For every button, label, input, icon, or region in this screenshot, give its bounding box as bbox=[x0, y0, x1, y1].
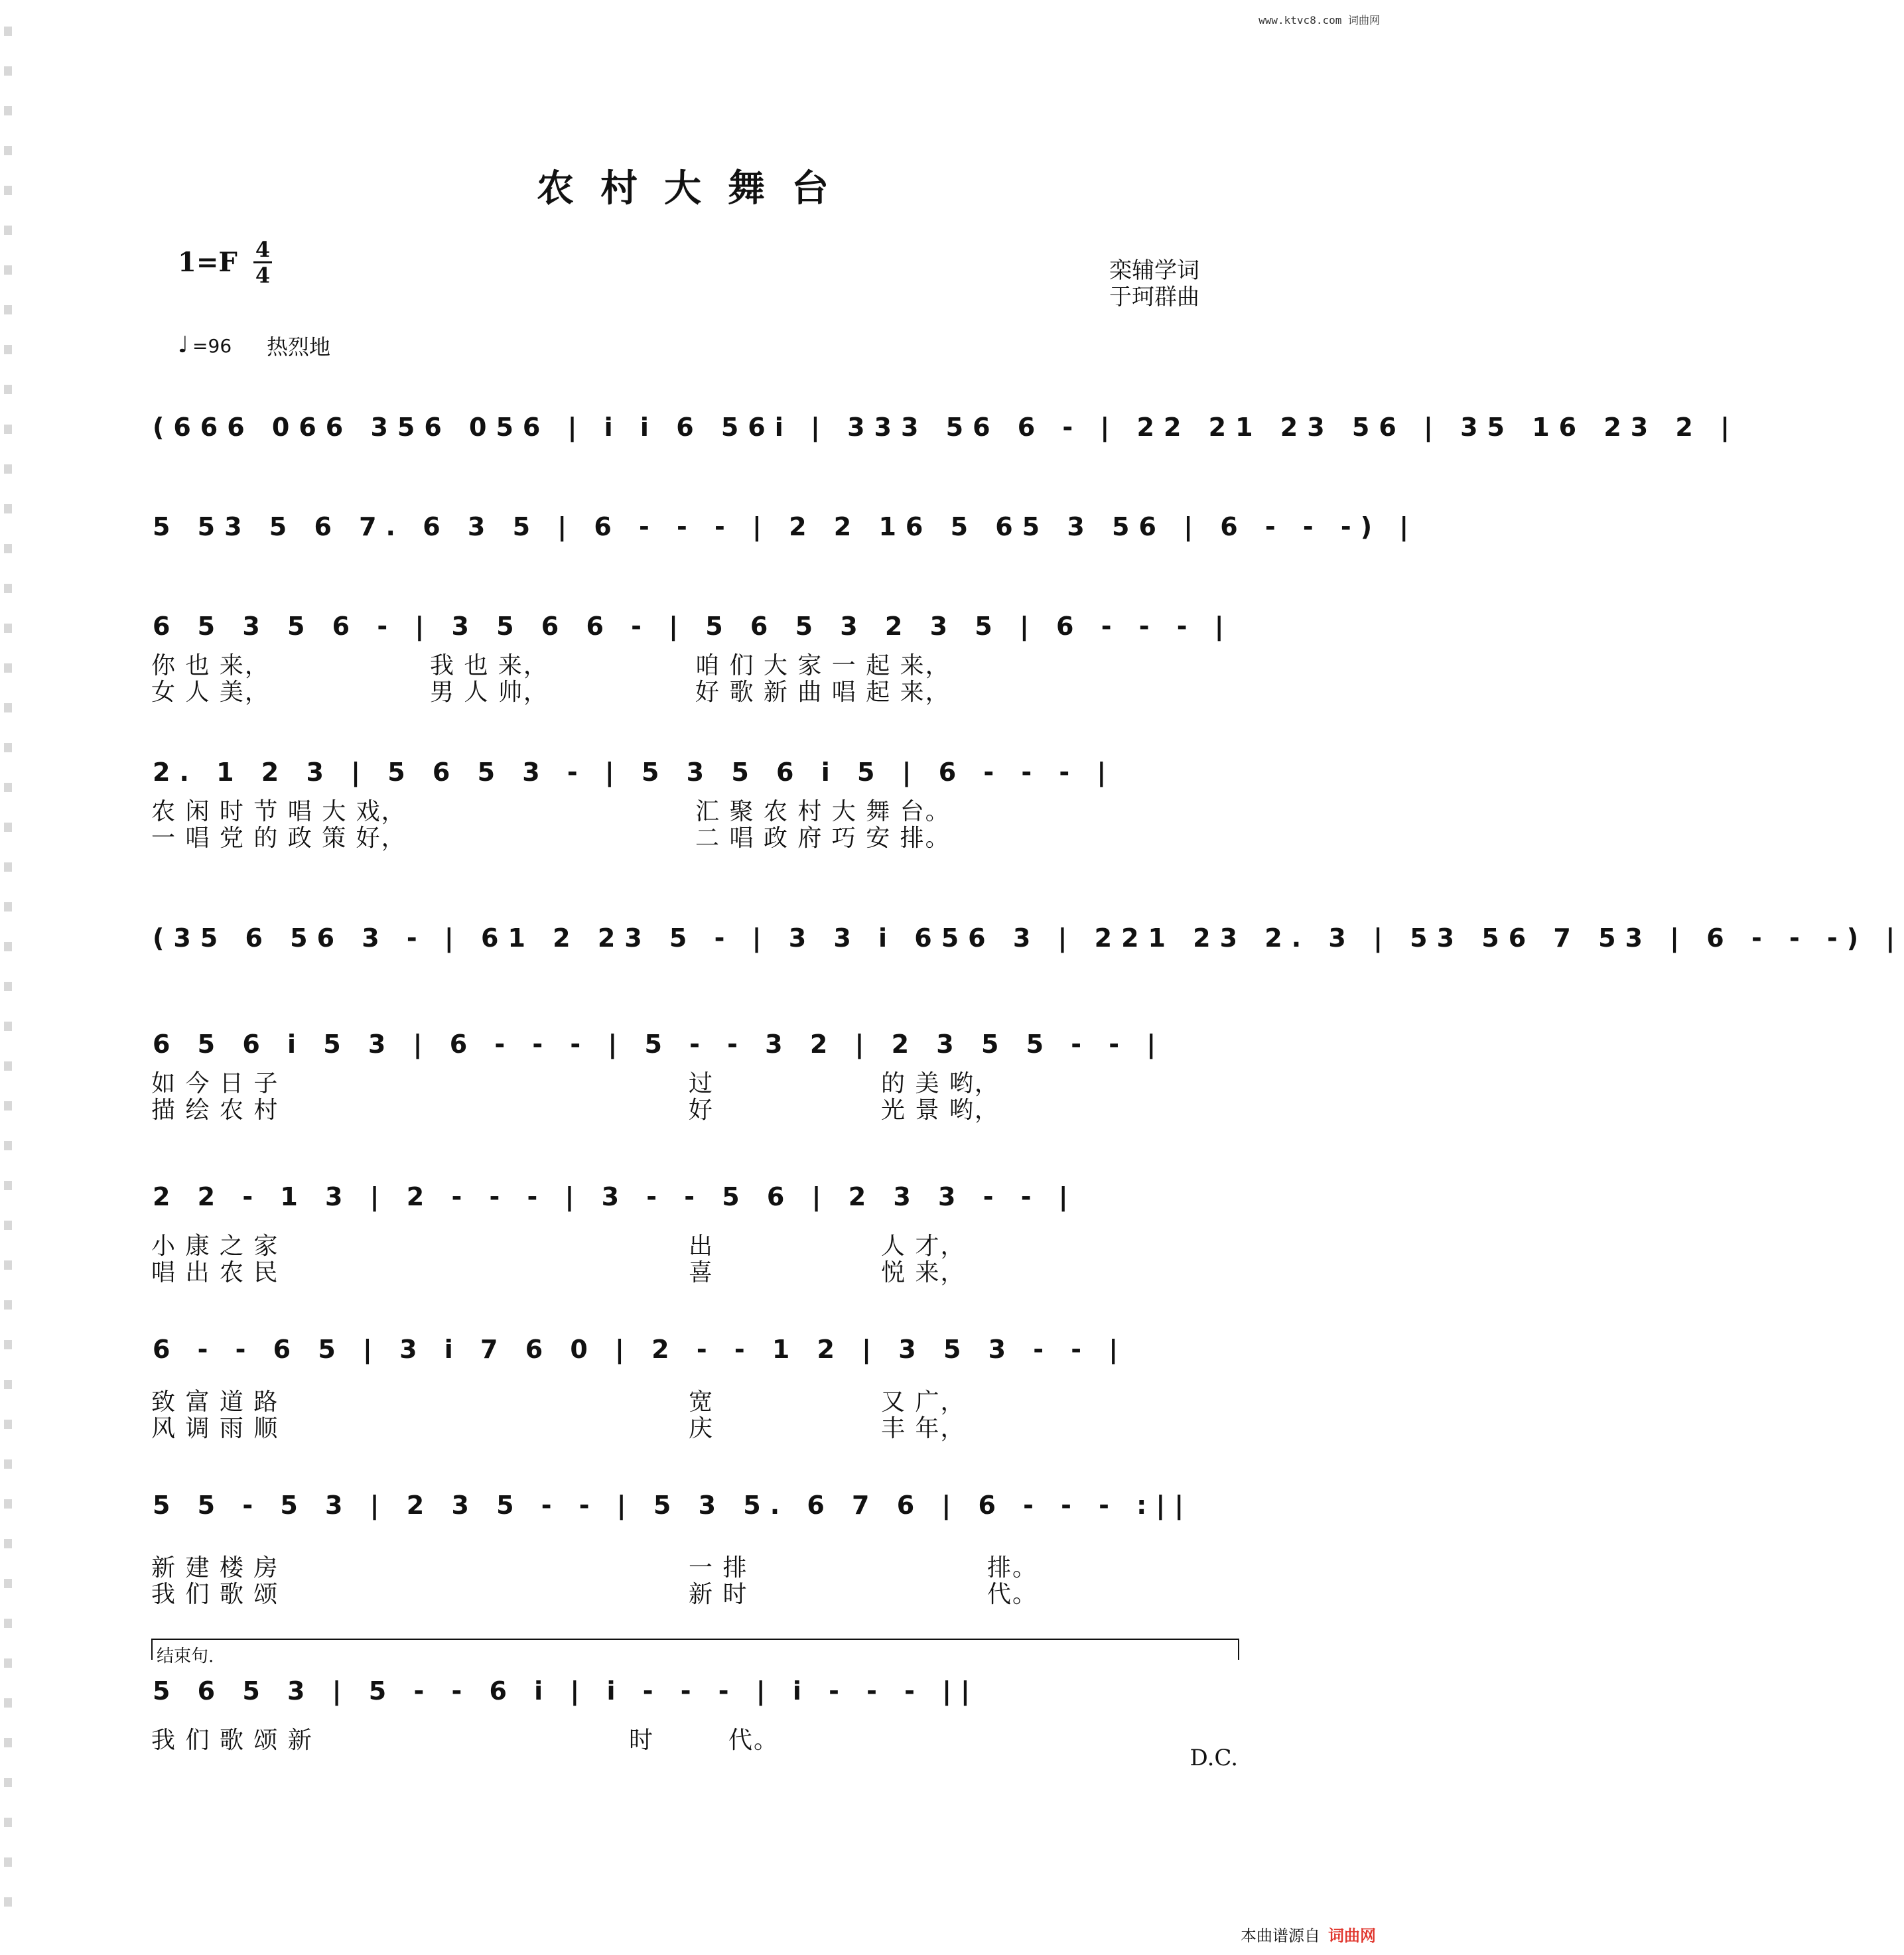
lyric-phrase: 光 景 哟， bbox=[881, 1097, 1000, 1124]
da-capo-marking: D.C. bbox=[1190, 1745, 1238, 1771]
lyric-phrase: 我 们 歌 颂 bbox=[151, 1581, 279, 1608]
time-bottom: 4 bbox=[255, 263, 271, 288]
lyric-phrase: 人 才， bbox=[881, 1233, 966, 1260]
score-line bbox=[153, 1662, 1241, 1721]
lyric-line bbox=[151, 1721, 779, 1755]
lyric-phrase: 过 bbox=[689, 1070, 714, 1097]
lyric-phrase: 庆 bbox=[689, 1415, 714, 1442]
score-line bbox=[153, 909, 1904, 969]
score-line bbox=[153, 1476, 1241, 1536]
lyric-phrase: 一 排 bbox=[689, 1554, 748, 1582]
lyric-phrase: 男 人 帅， bbox=[430, 679, 549, 706]
notation-line: 2. 1 2 3 | 5 6 5 3 - | 5 3 5 6 i 5 | 6 - - - | bbox=[153, 758, 1116, 787]
lyric-phrase: 好 歌 新 曲 唱 起 来， bbox=[695, 679, 951, 706]
lyric-line bbox=[151, 1576, 1038, 1609]
lyric-phrase: 时 bbox=[629, 1727, 655, 1754]
lyric-phrase: 新 建 楼 房 bbox=[151, 1554, 279, 1582]
site-watermark: www.ktvc8.com 词曲网 bbox=[1258, 14, 1380, 27]
key-signature: 1=F bbox=[178, 247, 238, 278]
lyric-line bbox=[151, 1254, 965, 1288]
lyric-phrase: 汇 聚 农 村 大 舞 台。 bbox=[695, 798, 951, 825]
lyric-phrase: 喜 bbox=[689, 1259, 714, 1286]
lyric-phrase: 你 也 来， bbox=[151, 652, 270, 679]
lyric-phrase: 致 富 道 路 bbox=[151, 1388, 279, 1416]
notation-line: 5 6 5 3 | 5 - - 6 i | i - - - | i - - - || bbox=[153, 1676, 979, 1706]
lyric-line bbox=[151, 673, 951, 707]
song-title: 农村大舞台 bbox=[537, 167, 855, 210]
lyric-phrase: 代。 bbox=[728, 1727, 780, 1754]
lyric-phrase: 宽 bbox=[689, 1388, 714, 1416]
expression-marking: 热烈地 bbox=[267, 334, 331, 360]
quarter-note-icon: ♩ bbox=[178, 332, 189, 358]
footer-brand-link[interactable]: 词曲网 bbox=[1328, 1926, 1376, 1945]
notation-line: 5 5 - 5 3 | 2 3 5 - - | 5 3 5. 6 7 6 | 6 - - - :|| bbox=[153, 1491, 1193, 1520]
lyric-phrase: 唱 出 农 民 bbox=[151, 1259, 279, 1286]
lyric-phrase: 出 bbox=[689, 1233, 714, 1260]
lyric-phrase: 农 闲 时 节 唱 大 戏， bbox=[151, 798, 407, 825]
lyric-phrase: 二 唱 政 府 巧 安 排。 bbox=[695, 825, 951, 852]
lyric-line bbox=[151, 1410, 965, 1444]
ending-label: 结束句. bbox=[157, 1647, 214, 1666]
lyric-phrase: 又 广， bbox=[881, 1388, 966, 1416]
lyric-phrase: 排。 bbox=[987, 1554, 1038, 1582]
lyric-phrase: 如 今 日 子 bbox=[151, 1070, 279, 1097]
lyric-phrase: 好 bbox=[689, 1097, 714, 1124]
lyric-line bbox=[151, 1091, 1000, 1125]
notation-line: 5 53 5 6 7. 6 3 5 | 6 - - - | 2 2 16 5 65 3 56 | 6 - - -) | bbox=[153, 512, 1418, 541]
lyric-phrase: 风 调 雨 顺 bbox=[151, 1415, 279, 1442]
ending-bracket bbox=[151, 1639, 1239, 1660]
tempo-value: =96 bbox=[192, 335, 232, 357]
composer-credit: 于珂群曲 bbox=[1109, 284, 1199, 310]
lyric-phrase: 悦 来， bbox=[881, 1259, 966, 1286]
lyric-phrase: 的 美 哟， bbox=[881, 1070, 1000, 1097]
notation-line: 6 - - 6 5 | 3 i 7 6 0 | 2 - - 1 2 | 3 5 3 - - | bbox=[153, 1335, 1128, 1364]
lyric-phrase: 新 时 bbox=[689, 1581, 748, 1608]
time-signature bbox=[253, 239, 272, 286]
lyric-phrase: 女 人 美， bbox=[151, 679, 270, 706]
lyric-phrase: 一 唱 党 的 政 策 好， bbox=[151, 825, 407, 852]
footer-text: 本曲谱源自 bbox=[1241, 1926, 1320, 1945]
page-margin-strip bbox=[4, 27, 12, 1924]
notation-line: (666 066 356 056 | i i 6 56i | 333 56 6 - | 22 21 23 56 | 35 16 23 2 | bbox=[153, 413, 1739, 442]
footer-source bbox=[1241, 1922, 1376, 1946]
notation-line: 2 2 - 1 3 | 2 - - - | 3 - - 5 6 | 2 3 3 - - | bbox=[153, 1182, 1077, 1211]
lyric-phrase: 我 们 歌 颂 新 bbox=[151, 1727, 313, 1754]
lyricist-credit: 栾辅学词 bbox=[1109, 257, 1199, 284]
lyric-phrase: 小 康 之 家 bbox=[151, 1233, 279, 1260]
tempo-marking bbox=[178, 332, 232, 358]
lyric-phrase: 咱 们 大 家 一 起 来， bbox=[695, 652, 951, 679]
lyric-phrase: 代。 bbox=[987, 1581, 1038, 1608]
score-line bbox=[153, 398, 1739, 458]
score-line bbox=[153, 1320, 1241, 1380]
notation-line: 6 5 3 5 6 - | 3 5 6 6 - | 5 6 5 3 2 3 5 | 6 - - - | bbox=[153, 612, 1233, 641]
notation-line: (35 6 56 3 - | 61 2 23 5 - | 3 3 i 656 3 | 221 23 2. 3 | 53 56 7 53 | 6 - - -) | bbox=[153, 923, 1904, 953]
lyric-phrase: 我 也 来， bbox=[430, 652, 549, 679]
lyric-phrase: 描 绘 农 村 bbox=[151, 1097, 279, 1124]
time-top: 4 bbox=[255, 237, 271, 262]
lyric-line bbox=[151, 819, 951, 853]
score-line bbox=[153, 1168, 1241, 1227]
lyric-phrase: 丰 年， bbox=[881, 1415, 966, 1442]
score-line bbox=[153, 498, 1418, 557]
notation-line: 6 5 6 i 5 3 | 6 - - - | 5 - - 3 2 | 2 3 5 5 - - | bbox=[153, 1030, 1166, 1059]
